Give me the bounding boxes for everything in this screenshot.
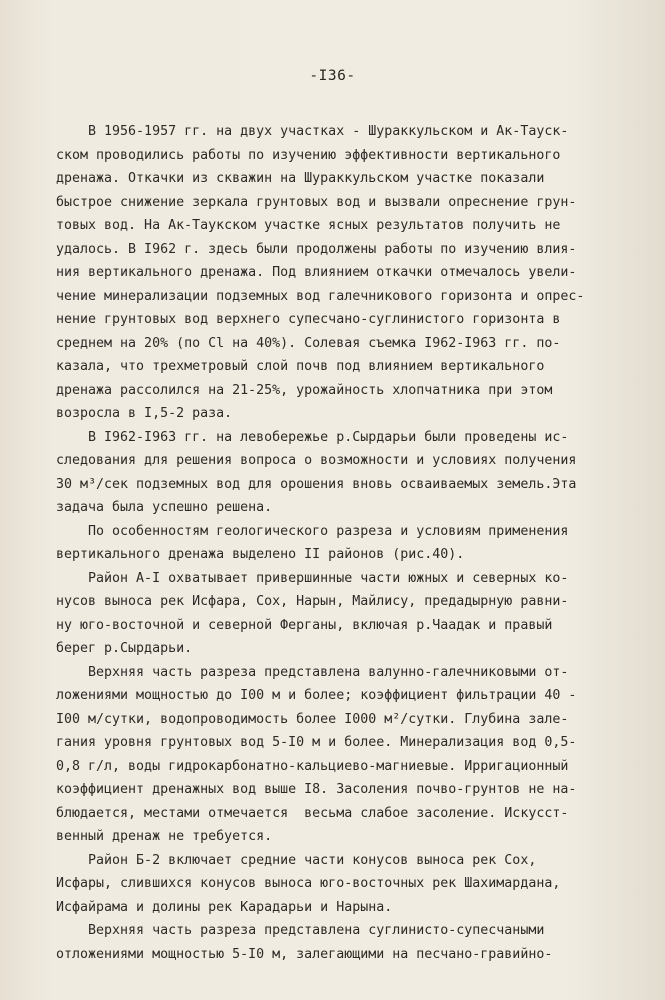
text-line: дренажа. Откачки из скважин на Шураккульском участке показали	[56, 171, 545, 186]
text-line: берег р.Сырдарьи.	[56, 641, 193, 656]
text-line: нение грунтовых вод верхнего супесчано-суглинистого горизонта в	[56, 312, 561, 327]
text-line: Верхняя часть разреза представлена валунно-галечниковыми от-	[56, 664, 569, 680]
text-line: гания уровня грунтовых вод 5-I0 м и более. Минерализация вод 0,5-	[56, 735, 577, 750]
text-line: По особенностям геологического разреза и условиям применения	[56, 523, 569, 539]
text-line: чение минерализации подземных вод галечникового горизонта и опрес-	[56, 288, 585, 304]
text-line: венный дренаж не требуется.	[56, 829, 273, 844]
text-line: блюдается, местами отмечается весьма слабое засоление. Искусст-	[56, 805, 569, 821]
text-line: задача была успешно решена.	[56, 500, 273, 515]
text-line: товых вод. На Ак-Таукском участке ясных результатов получить не	[56, 218, 561, 233]
text-line: Верхняя часть разреза представлена суглинисто-супесчаными	[56, 923, 545, 938]
text-line: 30 м³/сек подземных вод для орошения вновь осваиваемых земель.Эта	[56, 476, 577, 492]
text-line: Исфайрама и долины рек Карадарьи и Нарына.	[56, 899, 393, 915]
text-line: Район Б-2 включает средние части конусов выноса рек Сох,	[56, 852, 537, 868]
page-number: -I36-	[309, 68, 356, 84]
text-line: ском проводились работы по изучению эффективности вертикального	[56, 147, 561, 163]
text-line: возросла в I,5-2 раза.	[56, 406, 233, 421]
text-line: вертикального дренажа выделено II районов (рис.40).	[56, 547, 465, 562]
text-line: быстрое снижение зеркала грунтовых вод и вызвали опреснение грун-	[56, 194, 577, 210]
text-line: Район А-I охватывает привершинные части южных и северных ко-	[56, 570, 569, 586]
text-line: нусов выноса рек Исфара, Сох, Нарын, Майлису, предадырную равни-	[56, 594, 569, 609]
text-line: Исфары, слившихся конусов выноса юго-восточных рек Шахимардана,	[56, 876, 561, 891]
text-line: I00 м/сутки, водопроводимость более I000 м²/сутки. Глубина зале-	[56, 711, 569, 727]
text-line: ну юго-восточной и северной Ферганы, включая р.Чаадак и правый	[56, 617, 553, 633]
text-line: удалось. В I962 г. здесь были продолжены работы по изучению влия-	[56, 241, 577, 257]
body-text	[56, 120, 642, 966]
text-line: В I962-I963 гг. на левобережье р.Сырдарьи были проведены ис-	[56, 429, 569, 445]
text-line: следования для решения вопроса о возможности и условиях получения	[56, 453, 577, 468]
text-line: 0,8 г/л, воды гидрокарбонатно-кальциево-магниевые. Ирригационный	[56, 758, 569, 774]
text-line: дренажа рассолился на 21-25%, урожайность хлопчатника при этом	[56, 382, 553, 398]
text-line: коэффициент дренажных вод выше I8. Засоления почво-грунтов не на-	[56, 782, 577, 797]
text-line: В 1956-1957 гг. на двух участках - Шураккульском и Ак-Тауск-	[56, 124, 569, 139]
text-line: ложениями мощностью до I00 м и более; коэффициент фильтрации 40 -	[56, 688, 577, 703]
text-line: среднем на 20% (по Cl на 40%). Солевая съемка I962-I963 гг. по-	[56, 335, 561, 351]
text-line: отложениями мощностью 5-I0 м, залегающими на песчано-гравийно-	[56, 946, 553, 962]
text-line: ния вертикального дренажа. Под влиянием откачки отмечалось увели-	[56, 265, 577, 280]
text-line: казала, что трехметровый слой почв под влиянием вертикального	[56, 359, 545, 374]
